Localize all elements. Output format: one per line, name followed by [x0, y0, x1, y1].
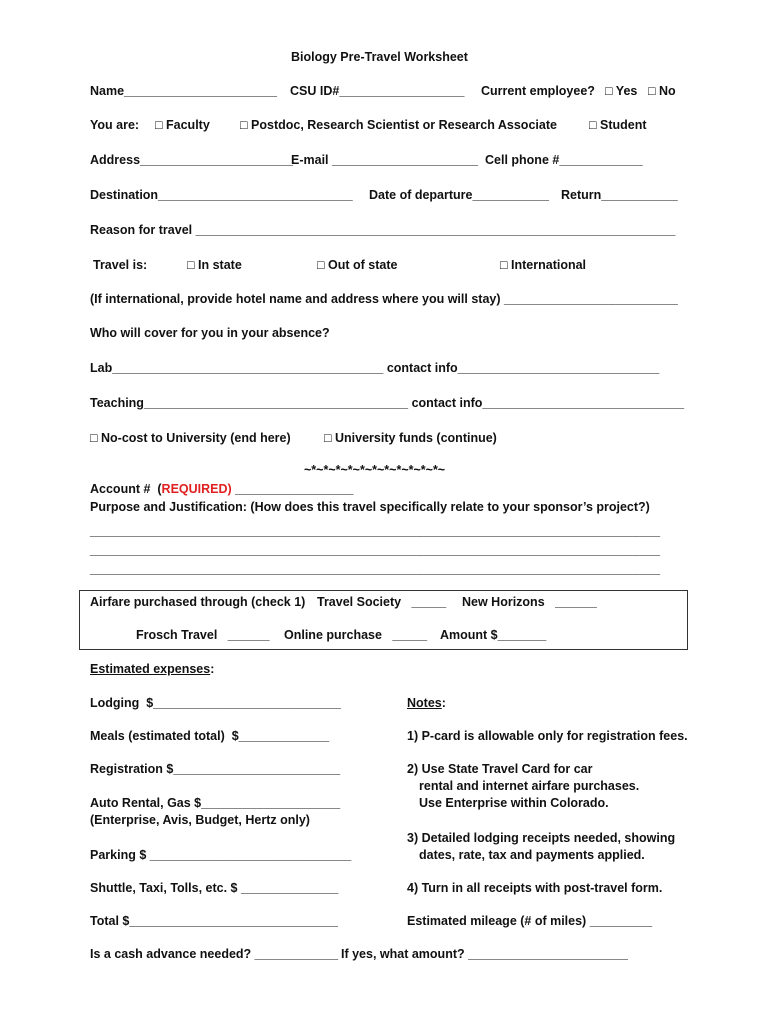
- meals-field[interactable]: Meals (estimated total) $_____________: [90, 729, 330, 743]
- employee-yes-checkbox[interactable]: □ Yes: [605, 84, 638, 98]
- purpose-line-2[interactable]: __________________________________________________________________________________: [90, 543, 661, 557]
- purpose-line-1[interactable]: __________________________________________________________________________________: [90, 524, 661, 538]
- account-label: Account # (: [90, 482, 162, 496]
- reason-field[interactable]: Reason for travel _____________________________________________________________________: [90, 223, 676, 237]
- in-state-checkbox[interactable]: □ In state: [187, 258, 242, 272]
- email-field[interactable]: E-mail _____________________: [291, 153, 478, 167]
- travel-society-option[interactable]: Travel Society _____: [317, 595, 447, 609]
- purpose-label: Purpose and Justification: (How does this travel specifically relate to your sponsor’s project?): [90, 500, 650, 514]
- address-field[interactable]: Address______________________: [90, 153, 293, 167]
- csu-id-field[interactable]: CSU ID#__________________: [290, 84, 465, 98]
- account-blank: _________________: [231, 482, 354, 496]
- auto-rental-note: (Enterprise, Avis, Budget, Hertz only): [90, 813, 310, 827]
- page-title: Biology Pre-Travel Worksheet: [291, 50, 468, 64]
- total-field[interactable]: Total $______________________________: [90, 914, 338, 928]
- student-checkbox[interactable]: □ Student: [589, 118, 647, 132]
- cash-amount-field[interactable]: If yes, what amount? _______________________: [341, 947, 628, 961]
- notes-colon: :: [441, 696, 446, 710]
- estimated-expenses-heading: [90, 662, 214, 677]
- employee-no-checkbox[interactable]: □ No: [648, 84, 676, 98]
- notes-text: Notes: [407, 696, 442, 710]
- university-funds-checkbox[interactable]: □ University funds (continue): [324, 431, 497, 445]
- name-field[interactable]: Name______________________: [90, 84, 277, 98]
- frosch-travel-option[interactable]: Frosch Travel ______: [136, 628, 270, 642]
- faculty-checkbox[interactable]: □ Faculty: [155, 118, 210, 132]
- international-hotel-field[interactable]: (If international, provide hotel name and address where you will stay) _________________________: [90, 292, 678, 306]
- lodging-field[interactable]: Lodging $___________________________: [90, 696, 341, 710]
- teaching-coverage-field[interactable]: Teaching______________________________________ contact info_____________________________: [90, 396, 685, 410]
- parking-field[interactable]: Parking $ _____________________________: [90, 848, 352, 862]
- no-cost-checkbox[interactable]: □ No-cost to University (end here): [90, 431, 291, 445]
- estimated-expenses-colon: :: [210, 662, 215, 676]
- separator: ~*~*~*~*~*~*~*~*~*~*~*~: [304, 463, 446, 477]
- estimated-expenses-text: Estimated expenses: [90, 662, 211, 676]
- registration-field[interactable]: Registration $________________________: [90, 762, 341, 776]
- destination-field[interactable]: Destination____________________________: [90, 188, 353, 202]
- note-2b: rental and internet airfare purchases.: [419, 779, 640, 793]
- note-3b: dates, rate, tax and payments applied.: [419, 848, 645, 862]
- cell-phone-field[interactable]: Cell phone #____________: [485, 153, 643, 167]
- international-checkbox[interactable]: □ International: [500, 258, 587, 272]
- cash-advance-field[interactable]: Is a cash advance needed? ____________: [90, 947, 339, 961]
- new-horizons-option[interactable]: New Horizons ______: [462, 595, 597, 609]
- travel-is-label: Travel is:: [93, 258, 148, 272]
- required-label: REQUIRED): [161, 482, 232, 496]
- lab-coverage-field[interactable]: Lab_______________________________________ contact info_____________________________: [90, 361, 660, 375]
- absence-question: Who will cover for you in your absence?: [90, 326, 330, 340]
- you-are-label: You are:: [90, 118, 140, 132]
- mileage-field[interactable]: Estimated mileage (# of miles) _________: [407, 914, 653, 928]
- current-employee-label: Current employee?: [481, 84, 595, 98]
- notes-heading: [407, 696, 446, 711]
- shuttle-field[interactable]: Shuttle, Taxi, Tolls, etc. $ ______________: [90, 881, 339, 895]
- airfare-label: Airfare purchased through (check 1): [90, 595, 306, 609]
- account-field[interactable]: [90, 482, 353, 497]
- departure-date-field[interactable]: Date of departure___________: [369, 188, 549, 202]
- note-2c: Use Enterprise within Colorado.: [419, 796, 609, 810]
- online-purchase-option[interactable]: Online purchase _____: [284, 628, 428, 642]
- out-of-state-checkbox[interactable]: □ Out of state: [317, 258, 398, 272]
- note-3a: 3) Detailed lodging receipts needed, showing: [407, 831, 676, 845]
- return-date-field[interactable]: Return___________: [561, 188, 678, 202]
- note-4: 4) Turn in all receipts with post-travel form.: [407, 881, 663, 895]
- note-1: 1) P-card is allowable only for registration fees.: [407, 729, 688, 743]
- purpose-line-3[interactable]: __________________________________________________________________________________: [90, 562, 661, 576]
- postdoc-checkbox[interactable]: □ Postdoc, Research Scientist or Research Associate: [240, 118, 557, 132]
- auto-rental-field[interactable]: Auto Rental, Gas $____________________: [90, 796, 341, 810]
- airfare-amount-field[interactable]: Amount $_______: [440, 628, 547, 642]
- note-2a: 2) Use State Travel Card for car: [407, 762, 593, 776]
